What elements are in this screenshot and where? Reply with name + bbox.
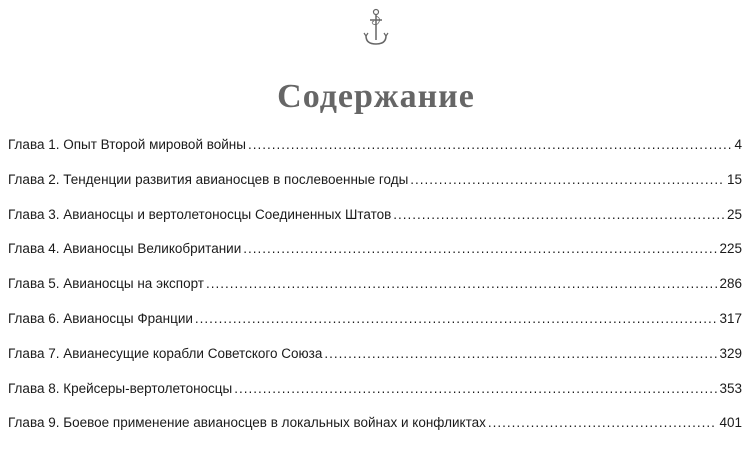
anchor-svg — [361, 8, 391, 48]
page-number: 25 — [726, 206, 742, 222]
page-title: Содержание — [277, 78, 475, 115]
chapter-title: Глава 7. Авианесущие корабли Советского Союза — [8, 345, 323, 361]
anchor-icon — [361, 8, 391, 48]
leader-dots — [324, 346, 717, 361]
chapter-title: Глава 1. Опыт Второй мировой войны — [8, 137, 246, 152]
toc-item-4[interactable] — [8, 241, 742, 276]
chapter-title: Глава 5. Авианосцы на экспорт — [8, 276, 204, 292]
leader-dots — [206, 276, 717, 291]
chapter-title: Глава 6. Авианосцы Франции — [8, 310, 193, 326]
page-number: 401 — [719, 415, 742, 431]
leader-dots — [488, 415, 718, 430]
chapter-title: Глава 3. Авианосцы и вертолетоносцы Соединенных Штатов — [8, 206, 392, 222]
page-number: 15 — [726, 171, 742, 187]
chapter-title: Глава 2. Тенденции развития авианосцев в послевоенные годы — [8, 171, 409, 187]
page-number: 317 — [719, 310, 742, 326]
chapter-title: Глава 8. Крейсеры-вертолетоносцы — [8, 380, 233, 396]
page-number: 329 — [719, 345, 742, 361]
leader-dots — [243, 241, 717, 256]
toc-item-7[interactable] — [8, 346, 742, 381]
chapter-title: Глава 4. Авианосцы Великобритании — [8, 241, 242, 257]
leader-dots — [248, 137, 733, 152]
page-number: 353 — [719, 380, 742, 396]
toc-item-9[interactable] — [8, 415, 742, 450]
table-of-contents — [8, 137, 742, 450]
page-number: 4 — [734, 137, 742, 152]
toc-item-1[interactable] — [8, 137, 742, 172]
leader-dots — [410, 172, 725, 187]
leader-dots — [195, 311, 718, 326]
leader-dots — [393, 207, 725, 222]
toc-item-8[interactable] — [8, 381, 742, 416]
page-number: 225 — [719, 241, 742, 257]
chapter-title: Глава 9. Боевое применение авианосцев в локальных войнах и конфликтах — [8, 415, 486, 431]
page-number: 286 — [719, 276, 742, 292]
toc-item-2[interactable] — [8, 172, 742, 207]
toc-item-6[interactable] — [8, 311, 742, 346]
toc-item-5[interactable] — [8, 276, 742, 311]
toc-item-3[interactable] — [8, 207, 742, 242]
leader-dots — [234, 381, 717, 396]
